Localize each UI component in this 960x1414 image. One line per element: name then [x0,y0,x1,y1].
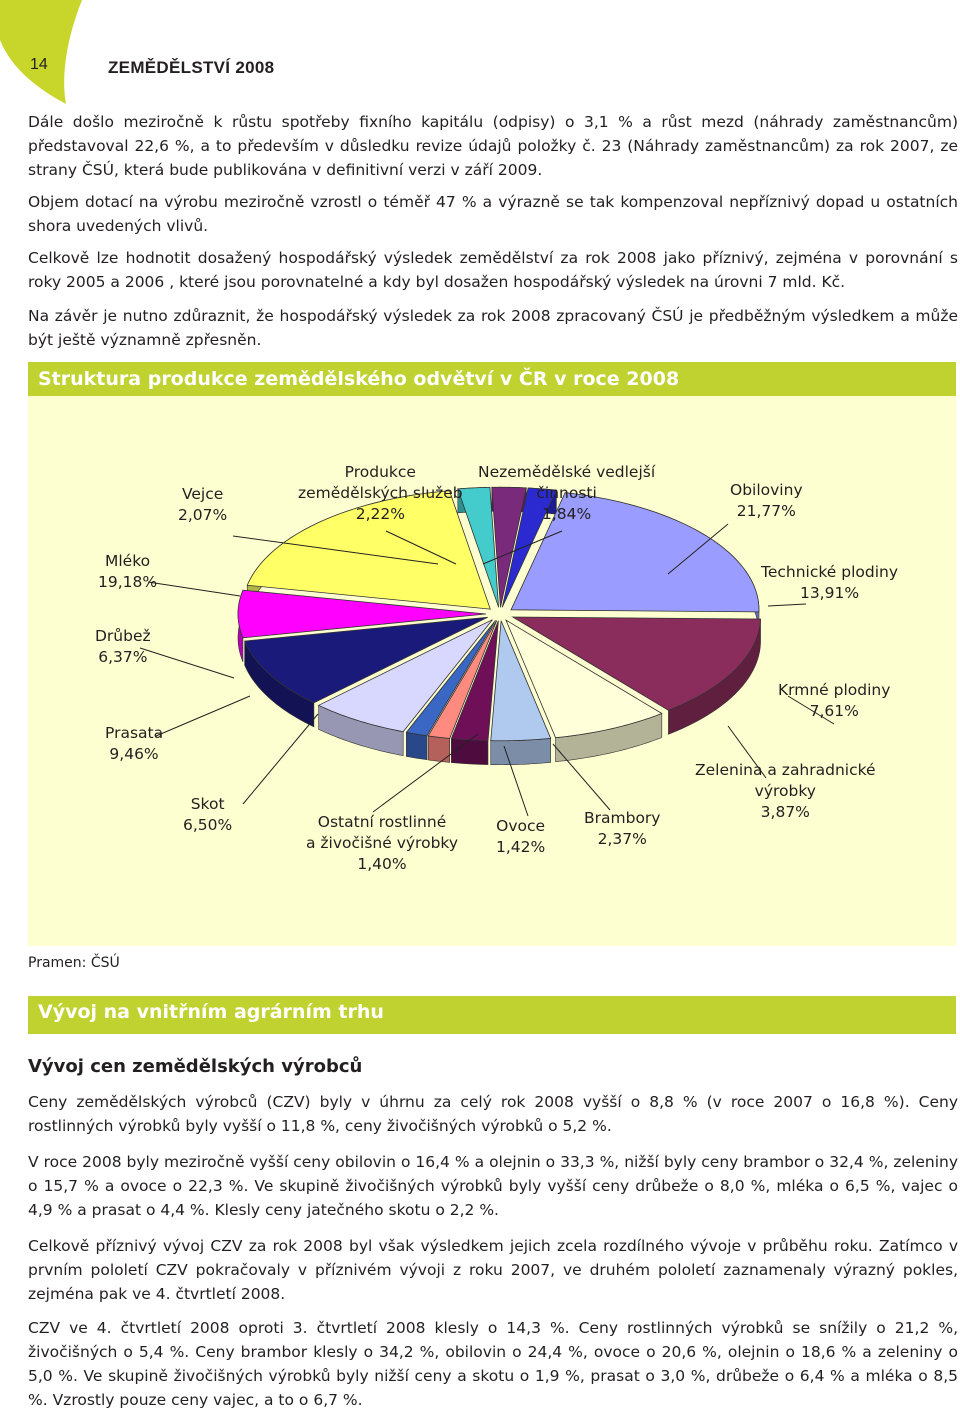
label-ovoce-value: 1,42% [496,838,546,856]
label-sluzby-value: 2,22% [355,505,405,523]
label-brambory-name: Brambory [584,809,661,827]
label-obiloviny-value: 21,77% [736,502,796,520]
label-obiloviny-name: Obiloviny [730,481,803,499]
label-mleko-name: Mléko [104,552,151,570]
paragraph-4: Na závěr je nutno zdůraznit, že hospodářský výsledek za rok 2008 zpracovaný ČSÚ je předběžným výsledkem a může být ještě významně zpřesněn. [28,307,958,349]
paragraph-6: V roce 2008 byly meziročně vyšší ceny obilovin o 16,4 % a olejnin o 33,3 %, nižší byly ceny brambor o 32,4 %, zeleniny o 15,7 % a ovoce o 22,3 %. Ve skupině živočišných výrobků byly vyšší ceny drůbeže o 8,0 %, mléka o 6,5 %, vajec o 4,9 % a prasat o 4,4 %. Klesly ceny jatečného skotu o 2,2 %. [28,1153,958,1219]
label-technicke-name: Technické plodiny [761,563,899,581]
paragraph-3: Celkově lze hodnotit dosažený hospodářský výsledek zemědělství za rok 2008 jako příznivý, zejména v porovnání s roky 2005 a 2006 , které jsou porovnatelné a kdy byl dosažen hospodářský výsledek na úrovni 7 mld. Kč. [28,249,958,291]
label-skot-name: Skot [190,795,225,813]
paragraph-2: Objem dotací na výrobu meziročně vzrostl o téměř 47 % a výrazně se tak kompenzoval nepříznivý dopad u ostatních shora uvedených vlivů. [28,193,958,235]
label-nezem-name1: Nezemědělské vedlejší [478,463,656,481]
leader-line [768,604,806,606]
label-brambory-value: 2,37% [597,830,647,848]
pie-slice-side [428,736,450,762]
label-ostatni-value: 1,40% [357,855,407,873]
paragraph-5: Ceny zemědělských výrobců (CZV) byly v úhrnu za celý rok 2008 vyšší o 8,8 % (v roce 2007 o 16,8 %). Ceny rostlinných výrobků byly vyšší o 11,8 %, ceny živočišných výrobků o 5,2 %. [28,1093,958,1135]
label-zelenina-name2: výrobky [754,782,816,800]
label-prasata-value: 9,46% [109,745,159,763]
label-skot [183,794,232,836]
paragraph-8: CZV ve 4. čtvrtletí 2008 oproti 3. čtvrtletí 2008 klesly o 14,3 %. Ceny rostlinných výrobků se snížily o 21,2 %, živočišných o 5,4 %. Ceny brambor klesly o 34,2 %, obilovin o 24,4 %, ovoce o 20,6 %, olejnin o 18,6 % a zeleniny o 5,0 %. Ve skupině živočišných výrobků byly nižší ceny a skotu o 1,9 %, prasat o 3,0 %, drůbeže o 6,4 % a mléka o 8,5 %. Vzrostly pouze ceny vajec, a to o 6,7 %. [28,1319,958,1409]
section-title: Vývoj na vnitřním agrárním trhu [28,996,956,1034]
label-zelenina [695,760,876,823]
leader-line [140,648,234,678]
label-krmne [778,680,890,722]
pie-slice-side [406,732,427,759]
label-ostatni-name1: Ostatní rostlinné [317,813,447,831]
pie-slice-side [491,738,551,764]
label-vejce-name: Vejce [181,485,224,503]
label-technicke-value: 13,91% [799,584,860,602]
leader-line [243,714,318,804]
leader-line [148,582,240,596]
label-mleko [98,551,157,593]
label-krmne-value: 7,61% [809,702,859,720]
label-nezemedelske [478,462,655,525]
label-brambory [584,808,660,850]
paragraph-1: Dále došlo meziročně k růstu spotřeby fixního kapitálu (odpisy) o 3,1 % a růst mezd (náhrady zaměstnancům) představoval 22,6 %, a to především v důsledku revize údajů položky č. 23 (Náhrady zaměstnancům) za rok 2007, ze strany ČSÚ, která bude publikována v definitivní verzi v září 2009. [28,113,958,179]
chart-panel [28,396,956,946]
label-sluzby-name1: Produkce [344,463,416,481]
label-vejce-value: 2,07% [178,506,228,524]
subsection-heading: Vývoj cen zemědělských výrobců [28,1056,363,1077]
paragraph-7: Celkově příznivý vývoj CZV za rok 2008 byl však výsledkem jejich zcela rozdílného vývoje v průběhu roku. Zatímco v prvním pololetí CZV pokračovaly v příznivém vývoji z roku 2007, ve druhém pololetí zaznamenaly výrazný pokles, zejména pak ve 4. čtvrtletí 2008. [28,1237,958,1303]
pie-slice-side [451,739,488,765]
label-sluzby [298,462,463,525]
label-zelenina-value: 3,87% [760,803,810,821]
label-technicke [761,562,898,604]
label-sluzby-name2: zemědělských služeb [298,484,463,502]
label-skot-value: 6,50% [183,816,233,834]
chart-section-title: Struktura produkce zemědělského odvětví v ČR v roce 2008 [28,362,956,396]
label-drubez [95,626,151,668]
label-krmne-name: Krmné plodiny [778,681,891,699]
source-note: Pramen: ČSÚ [28,955,120,971]
label-ovoce [496,816,545,858]
label-vejce [178,484,227,526]
page-number: 14 [30,56,48,73]
label-drubez-value: 6,37% [98,648,148,666]
label-nezem-value: 1,84% [541,505,592,523]
label-prasata-name: Prasata [105,724,164,742]
label-mleko-value: 19,18% [98,573,158,591]
label-prasata [105,723,163,765]
leaf-decoration-icon [0,0,100,105]
label-drubez-name: Drůbež [95,627,151,645]
page-header-title: ZEMĚDĚLSTVÍ 2008 [108,58,275,77]
label-ostatni [306,812,458,875]
leader-line [156,696,250,736]
label-ovoce-name: Ovoce [496,817,546,835]
label-obiloviny [730,480,803,522]
label-ostatni-name2: a živočišné výrobky [306,834,459,852]
label-zelenina-name1: Zelenina a zahradnické [695,761,876,779]
label-nezem-name2: činnosti [536,484,597,502]
